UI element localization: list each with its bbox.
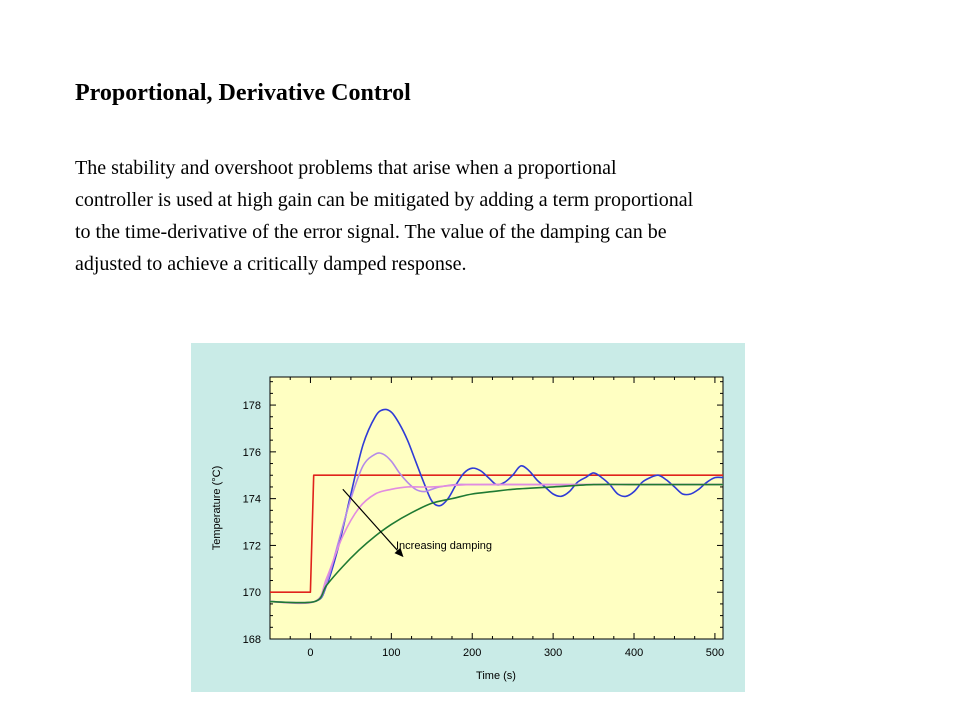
paragraph-line: adjusted to achieve a critically damped response. <box>75 253 467 275</box>
response-chart <box>191 343 745 692</box>
y-tick-label: 170 <box>242 587 261 600</box>
body-paragraph <box>75 152 915 280</box>
paragraph-line: The stability and overshoot problems that arise when a proportional <box>75 157 617 179</box>
y-tick-label: 174 <box>242 493 261 506</box>
x-tick-label: 0 <box>307 647 314 659</box>
x-axis-label: Time (s) <box>476 670 516 682</box>
y-tick-label: 176 <box>242 446 261 459</box>
y-tick-label: 172 <box>242 540 261 553</box>
x-tick-label: 500 <box>705 647 725 659</box>
annotation-increasing-damping: Increasing damping <box>396 540 493 552</box>
paragraph-line: to the time-derivative of the error signal. The value of the damping can be <box>75 221 667 243</box>
x-tick-label: 100 <box>382 647 401 659</box>
paragraph-line: controller is used at high gain can be mitigated by adding a term proportional <box>75 189 694 211</box>
x-tick-label: 300 <box>543 647 563 659</box>
plot-area <box>270 377 723 639</box>
y-axis-label: Temperature (°C) <box>211 465 223 551</box>
y-tick-label: 178 <box>242 400 261 413</box>
pd-response-figure <box>191 343 745 692</box>
x-tick-label: 200 <box>463 647 482 659</box>
y-tick-label: 168 <box>242 634 261 646</box>
x-tick-label: 400 <box>624 647 644 659</box>
slide-title: Proportional, Derivative Control <box>75 80 411 106</box>
